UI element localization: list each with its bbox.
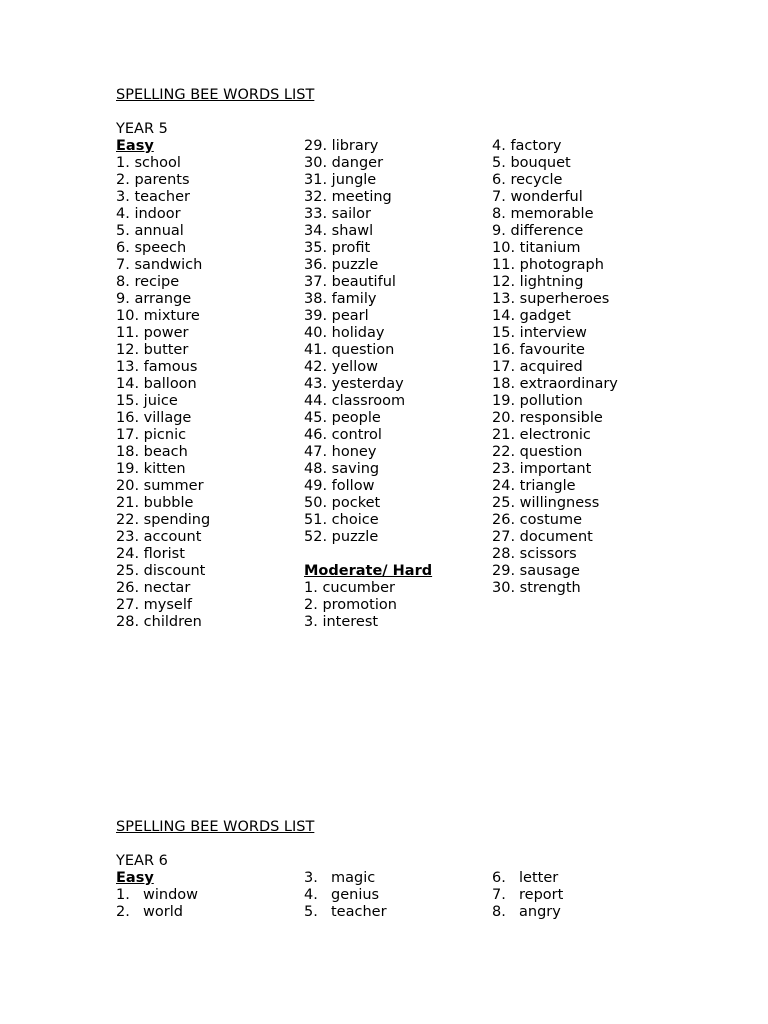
word-item: 21. bubble [116, 495, 194, 511]
word-item: 48. saving [304, 461, 380, 477]
word-item [304, 904, 387, 921]
word-item: 13. superheroes [492, 291, 610, 307]
word-column-2 [304, 870, 387, 921]
word-item: 18. beach [116, 444, 188, 460]
word-item [492, 904, 563, 921]
word-item [492, 887, 563, 904]
item-number: 1. [116, 887, 130, 903]
word-item: 14. balloon [116, 376, 197, 392]
word-item: 20. responsible [492, 410, 603, 426]
item-number: 5. [304, 904, 318, 920]
item-word: angry [519, 904, 561, 920]
word-item: 30. danger [304, 155, 384, 171]
word-item: 29. sausage [492, 563, 580, 579]
item-number: 2. [116, 904, 130, 920]
word-item: 12. butter [116, 342, 189, 358]
word-item: 44. classroom [304, 393, 406, 409]
word-item: 19. kitten [116, 461, 186, 477]
list-header: Easy [116, 138, 154, 154]
word-item: 4. factory [492, 138, 562, 154]
word-item: 5. bouquet [492, 155, 571, 171]
word-item: 33. sailor [304, 206, 371, 222]
word-item: 14. gadget [492, 308, 571, 324]
item-number: 4. [304, 887, 318, 903]
word-item: 1. cucumber [304, 580, 395, 596]
section-title: SPELLING BEE WORDS LIST [116, 87, 315, 103]
word-item [304, 887, 387, 904]
word-item: 50. pocket [304, 495, 381, 511]
word-item: 4. indoor [116, 206, 181, 222]
item-number: 6. [492, 870, 506, 886]
word-item: 6. recycle [492, 172, 563, 188]
word-item: 15. interview [492, 325, 587, 341]
word-item: 49. follow [304, 478, 375, 494]
word-item: 37. beautiful [304, 274, 396, 290]
word-item: 18. extraordinary [492, 376, 618, 392]
word-item: 6. speech [116, 240, 187, 256]
word-item [304, 870, 387, 887]
item-word: magic [331, 870, 376, 886]
word-item: 17. acquired [492, 359, 583, 375]
word-item: 43. yesterday [304, 376, 404, 392]
word-item: 24. triangle [492, 478, 576, 494]
word-item: 23. account [116, 529, 202, 545]
word-item: 45. people [304, 410, 381, 426]
easy-header: Easy [116, 870, 154, 886]
word-item: 34. shawl [304, 223, 374, 239]
word-item: 22. spending [116, 512, 211, 528]
year5-section [116, 87, 716, 638]
word-item: 25. discount [116, 563, 206, 579]
word-item: 46. control [304, 427, 382, 443]
word-item: 26. nectar [116, 580, 191, 596]
word-column-3 [492, 870, 563, 921]
word-item: 36. puzzle [304, 257, 379, 273]
word-item [116, 904, 198, 921]
item-word: window [143, 887, 199, 903]
word-item: 15. juice [116, 393, 178, 409]
item-number: 3. [304, 870, 318, 886]
item-word: world [143, 904, 183, 920]
item-number: 7. [492, 887, 506, 903]
word-column-3 [492, 138, 618, 597]
word-item: 21. electronic [492, 427, 591, 443]
item-word: letter [519, 870, 559, 886]
word-item: 9. difference [492, 223, 584, 239]
word-item: 29. library [304, 138, 379, 154]
word-item: 23. important [492, 461, 592, 477]
word-item [492, 870, 563, 887]
word-item: 13. famous [116, 359, 198, 375]
word-item: 16. favourite [492, 342, 585, 358]
word-item: 28. children [116, 614, 202, 630]
word-item: 11. power [116, 325, 189, 341]
section-title: SPELLING BEE WORDS LIST [116, 819, 315, 835]
item-word: genius [331, 887, 380, 903]
word-item: 2. promotion [304, 597, 397, 613]
word-item: 24. florist [116, 546, 185, 562]
word-item: 10. mixture [116, 308, 200, 324]
word-item: 27. myself [116, 597, 192, 613]
word-item: 32. meeting [304, 189, 392, 205]
word-item: 19. pollution [492, 393, 583, 409]
word-item: 7. wonderful [492, 189, 583, 205]
word-item: 8. recipe [116, 274, 180, 290]
word-item: 47. honey [304, 444, 377, 460]
list-header: Moderate/ Hard [304, 563, 433, 579]
word-column-1 [116, 870, 198, 921]
word-item: 3. teacher [116, 189, 190, 205]
word-item: 7. sandwich [116, 257, 203, 273]
word-item: 35. profit [304, 240, 371, 256]
word-item: 1. school [116, 155, 181, 171]
word-item: 51. choice [304, 512, 379, 528]
word-item: 17. picnic [116, 427, 187, 443]
word-item: 12. lightning [492, 274, 584, 290]
word-item: 40. holiday [304, 325, 385, 341]
word-item: 31. jungle [304, 172, 377, 188]
year-label: YEAR 6 [116, 853, 168, 869]
word-columns [116, 138, 716, 638]
word-item: 28. scissors [492, 546, 577, 562]
word-item: 41. question [304, 342, 395, 358]
item-word: teacher [331, 904, 387, 920]
word-item [116, 887, 198, 904]
word-column-1 [116, 138, 210, 631]
item-number: 8. [492, 904, 506, 920]
word-columns [116, 870, 716, 930]
word-item: 3. interest [304, 614, 379, 630]
item-word: report [519, 887, 564, 903]
word-column-2 [304, 138, 432, 631]
word-item: 42. yellow [304, 359, 378, 375]
word-item: 22. question [492, 444, 583, 460]
word-item: 38. family [304, 291, 377, 307]
word-item: 52. puzzle [304, 529, 379, 545]
word-item: 5. annual [116, 223, 184, 239]
year6-section [116, 819, 716, 930]
word-item: 25. willingness [492, 495, 600, 511]
word-item: 9. arrange [116, 291, 192, 307]
word-item: 27. document [492, 529, 593, 545]
spacer [304, 546, 432, 563]
word-item: 30. strength [492, 580, 581, 596]
word-item: 20. summer [116, 478, 204, 494]
word-item: 8. memorable [492, 206, 594, 222]
word-item: 10. titanium [492, 240, 581, 256]
word-item: 11. photograph [492, 257, 604, 273]
word-item: 16. village [116, 410, 192, 426]
word-item: 39. pearl [304, 308, 369, 324]
word-item: 26. costume [492, 512, 582, 528]
word-item: 2. parents [116, 172, 190, 188]
year-label: YEAR 5 [116, 121, 168, 137]
